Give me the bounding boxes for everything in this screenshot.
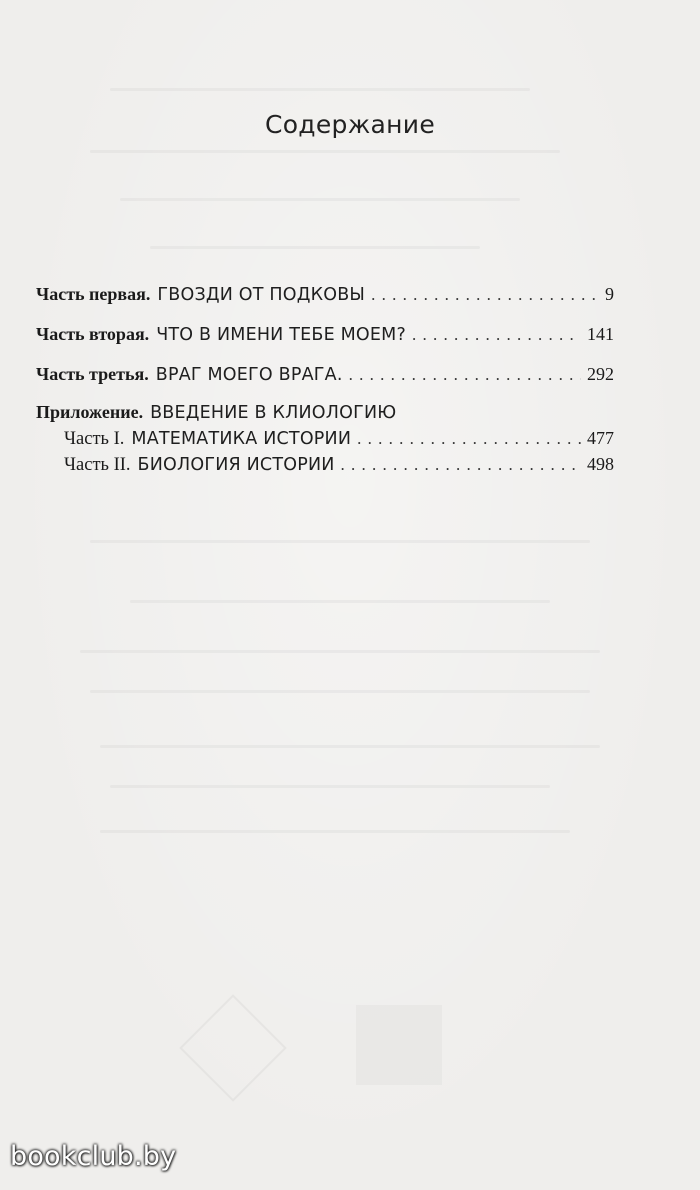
toc-page-number: 477 bbox=[587, 428, 614, 448]
dot-leader bbox=[341, 455, 581, 475]
toc-page-number: 9 bbox=[605, 284, 614, 304]
show-through-age-mark bbox=[179, 994, 286, 1101]
toc-part-label: Часть третья. bbox=[36, 364, 149, 384]
toc-part-label: Часть II. bbox=[64, 455, 131, 475]
toc-part-label: Часть вторая. bbox=[36, 324, 150, 344]
show-through-line bbox=[110, 88, 530, 91]
show-through-box bbox=[356, 1005, 442, 1085]
dot-leader bbox=[412, 325, 581, 345]
page-title: Содержание bbox=[264, 110, 436, 139]
toc-entry-part-1 bbox=[36, 284, 614, 314]
show-through-line bbox=[80, 650, 600, 653]
watermark-text: bookclub.by bbox=[10, 1141, 177, 1172]
show-through-line bbox=[90, 150, 560, 153]
dot-leader bbox=[371, 285, 599, 305]
show-through-line bbox=[90, 690, 590, 693]
toc-section-title: ВВЕДЕНИЕ В КЛИОЛОГИЮ bbox=[150, 403, 397, 423]
show-through-line bbox=[130, 600, 550, 603]
toc-entry-appendix-part-2 bbox=[64, 454, 614, 484]
show-through-line bbox=[150, 246, 480, 249]
toc-entry-part-3 bbox=[36, 364, 614, 394]
show-through-line bbox=[120, 198, 520, 201]
toc-page-number: 141 bbox=[587, 324, 614, 344]
toc-part-label: Часть I. bbox=[64, 429, 125, 449]
toc-section-title: ГВОЗДИ ОТ ПОДКОВЫ bbox=[157, 285, 366, 305]
show-through-line bbox=[110, 785, 550, 788]
toc-page-number: 498 bbox=[587, 454, 614, 474]
dot-leader bbox=[349, 365, 581, 385]
show-through-line bbox=[100, 745, 600, 748]
toc-section-title: ВРАГ МОЕГО ВРАГА. bbox=[155, 365, 343, 385]
toc-section-title: МАТЕМАТИКА ИСТОРИИ bbox=[131, 429, 352, 449]
toc-page-number: 292 bbox=[587, 364, 614, 384]
dot-leader bbox=[357, 429, 581, 449]
show-through-line bbox=[90, 540, 590, 543]
toc-part-label: Часть первая. bbox=[36, 284, 151, 304]
toc-section-title: БИОЛОГИЯ ИСТОРИИ bbox=[137, 455, 335, 475]
toc-part-label: Приложение. bbox=[36, 402, 144, 422]
toc-section-title: ЧТО В ИМЕНИ ТЕБЕ МОЕМ? bbox=[156, 325, 406, 345]
toc-entry-part-2 bbox=[36, 324, 614, 354]
show-through-line bbox=[100, 830, 570, 833]
